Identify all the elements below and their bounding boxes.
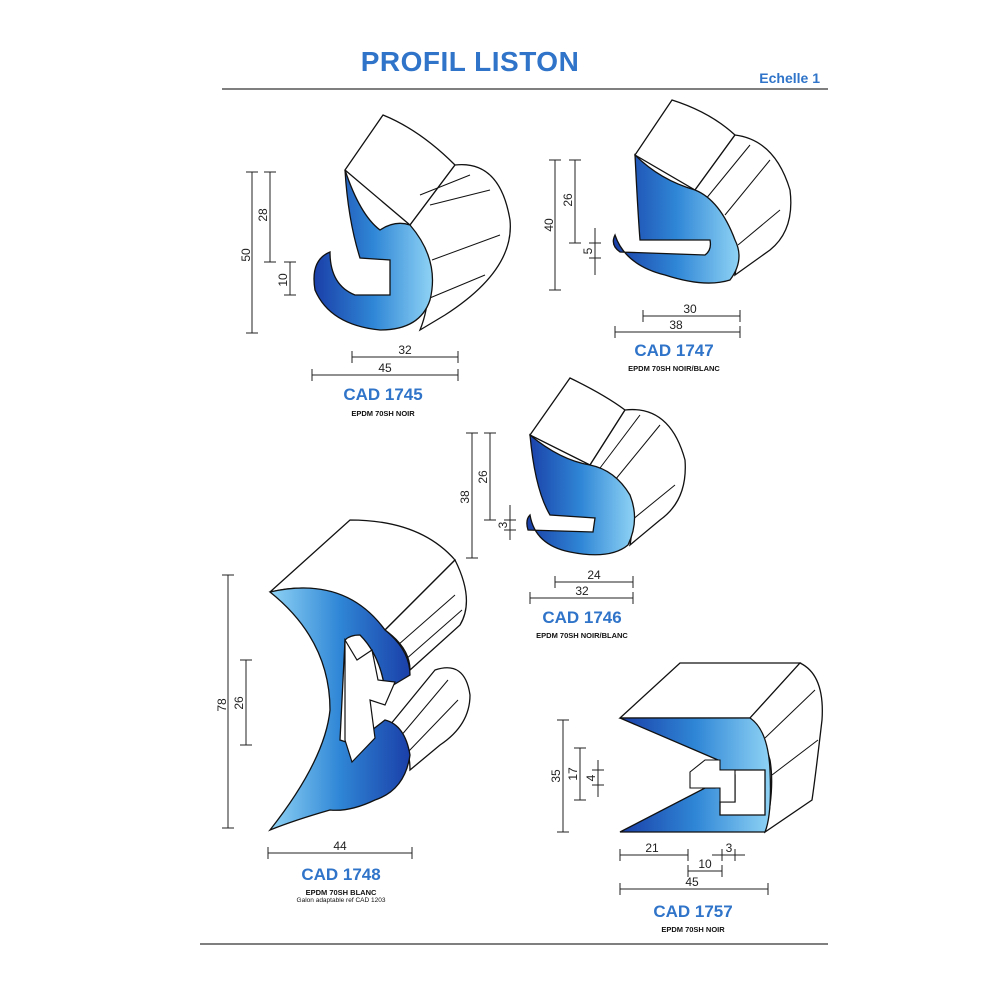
profile-1748-note: Galon adaptable ref CAD 1203 xyxy=(296,897,386,904)
profile-1746-material: EPDM 70SH NOIR/BLANC xyxy=(536,631,628,640)
dim-1757-w-left: 21 xyxy=(645,841,659,855)
profile-1747-drawing xyxy=(613,100,791,283)
dim-1757-w-total: 45 xyxy=(685,875,699,889)
dim-1746-h-lower: 3 xyxy=(496,521,510,529)
dim-1745-h-total: 50 xyxy=(239,248,253,262)
dim-1757-h-small: 4 xyxy=(584,774,598,782)
profile-1757-drawing xyxy=(620,663,822,832)
profile-1757-material: EPDM 70SH NOIR xyxy=(661,925,725,934)
dim-1746-h-upper: 26 xyxy=(476,470,490,484)
dim-1747-h-total: 40 xyxy=(542,218,556,232)
dim-1746-w-inner: 24 xyxy=(587,568,601,582)
profile-1746-drawing xyxy=(527,378,685,555)
profile-1748-material: EPDM 70SH BLANC xyxy=(305,888,377,897)
dim-1747-w-total: 38 xyxy=(669,318,683,332)
profile-1748-code: CAD 1748 xyxy=(301,865,381,884)
scale-label: Echelle 1 xyxy=(759,70,820,86)
dim-1746-w-total: 32 xyxy=(575,584,589,598)
dim-1747-h-lower: 5 xyxy=(581,247,595,255)
profile-1757-code: CAD 1757 xyxy=(653,902,733,921)
dim-1745-h-upper: 28 xyxy=(256,208,270,222)
dim-1748-w-total: 44 xyxy=(333,839,347,853)
profile-1748-drawing xyxy=(270,520,470,830)
profile-1747-material: EPDM 70SH NOIR/BLANC xyxy=(628,364,720,373)
profile-1747-code: CAD 1747 xyxy=(634,341,714,360)
page-title: PROFIL LISTON xyxy=(360,46,580,77)
profile-1745-material: EPDM 70SH NOIR xyxy=(351,409,415,418)
dim-1757-h-total: 35 xyxy=(549,769,563,783)
dim-1745-w-total: 45 xyxy=(378,361,392,375)
dim-1747-h-upper: 26 xyxy=(561,193,575,207)
dim-1757-w-right: 3 xyxy=(725,841,733,855)
dim-1745-h-lower: 10 xyxy=(276,273,290,287)
dim-1745-w-inner: 32 xyxy=(398,343,412,357)
dim-1757-w-mid: 10 xyxy=(698,857,712,871)
dim-1748-h-total: 78 xyxy=(215,698,229,712)
profile-1745-drawing xyxy=(314,115,510,330)
dim-1748-h-inner: 26 xyxy=(232,696,246,710)
profile-1745-code: CAD 1745 xyxy=(343,385,423,404)
dim-1746-h-total: 38 xyxy=(458,490,472,504)
profile-1746-code: CAD 1746 xyxy=(542,608,622,627)
dim-1757-h-mid: 17 xyxy=(566,767,580,781)
dim-1747-w-inner: 30 xyxy=(683,302,697,316)
